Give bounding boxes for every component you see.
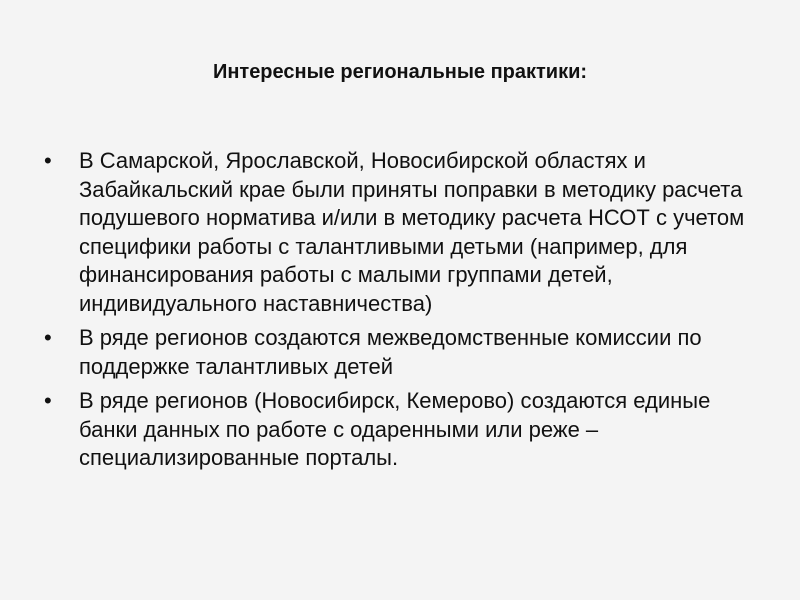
bullet-dot-icon: • xyxy=(44,325,52,350)
bullet-item xyxy=(44,324,764,381)
bullet-text: В ряде регионов (Новосибирск, Кемерово) создаются единые банки данных по работе с одаренными или реже – специализированные порталы. xyxy=(79,388,711,470)
bullet-dot-icon: • xyxy=(44,388,52,413)
bullet-item xyxy=(44,147,764,318)
slide-title: Интересные региональные практики: xyxy=(212,61,588,83)
bullet-dot-icon: • xyxy=(44,148,52,173)
bullet-item xyxy=(44,387,764,473)
bullet-list xyxy=(44,147,764,479)
bullet-text: В Самарской, Ярославской, Новосибирской областях и Забайкальский крае были приняты поправки в методику расчета подушевого норматива и/или в методику расчета НСОТ с учетом специфики работы с талантливыми детьми (например, для финансирования работы с малыми группами детей, индивидуального наставничества) xyxy=(79,148,745,316)
bullet-text: В ряде регионов создаются межведомственные комиссии по поддержке талантливых детей xyxy=(79,325,702,379)
